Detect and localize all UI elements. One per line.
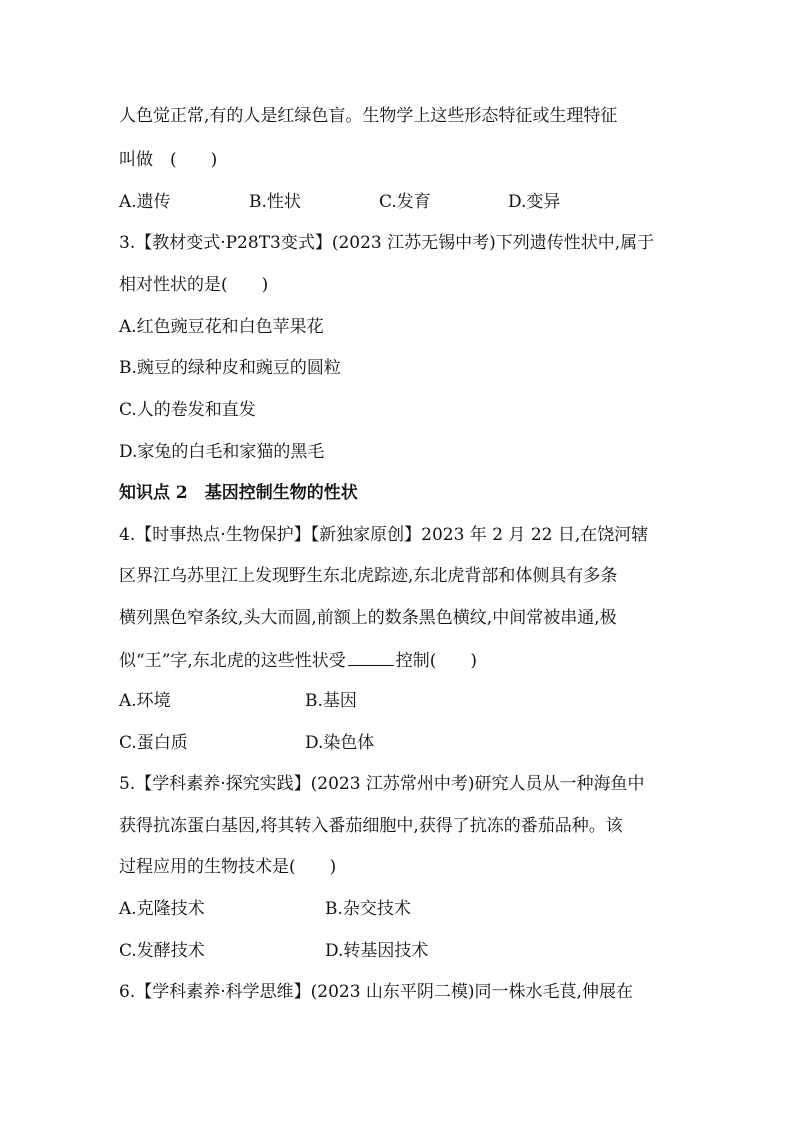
q5-option-b: B.杂交技术 xyxy=(325,899,411,919)
q3-stem-line-2: 相对性状的是( ) xyxy=(119,275,269,295)
q2-option-a: A.遗传 xyxy=(119,192,171,212)
section-heading: 知识点 2 基因控制生物的性状 xyxy=(119,483,358,503)
q2-stem-line-2: 叫做 ( ) xyxy=(119,150,218,170)
q4-option-d: D.染色体 xyxy=(305,733,375,753)
q2-option-c: C.发育 xyxy=(379,192,431,212)
q3-option-c: C.人的卷发和直发 xyxy=(119,400,256,420)
q4-stem-line-1: 4.【时事热点·生物保护】【新独家原创】2023 年 2 月 22 日,在饶河辖 xyxy=(119,525,649,545)
q2-option-d: D.变异 xyxy=(508,192,561,212)
q5-option-c: C.发酵技术 xyxy=(119,941,205,961)
q3-option-b: B.豌豆的绿种皮和豌豆的圆粒 xyxy=(119,358,341,378)
q3-option-a: A.红色豌豆花和白色苹果花 xyxy=(119,317,324,337)
q4-stem-line-2: 区界江乌苏里江上发现野生东北虎踪迹,东北虎背部和体侧具有多条 xyxy=(119,566,618,586)
q5-stem-line-3: 过程应用的生物技术是( ) xyxy=(119,857,337,877)
q4-stem-line-4-start: 似“王”字,东北虎的这些性状受 xyxy=(119,651,346,671)
q3-option-d: D.家兔的白毛和家猫的黑毛 xyxy=(119,442,325,462)
q4-stem-line-4 xyxy=(119,647,477,673)
fill-in-blank xyxy=(348,647,394,666)
q4-option-a: A.环境 xyxy=(119,691,171,711)
q6-stem-line-1: 6.【学科素养·科学思维】(2023 山东平阴二模)同一株水毛茛,伸展在 xyxy=(119,982,633,1002)
q4-option-b: B.基因 xyxy=(305,691,357,711)
q4-option-c: C.蛋白质 xyxy=(119,733,188,753)
q3-stem-line-1: 3.【教材变式·P28T3变式】(2023 江苏无锡中考)下列遗传性状中,属于 xyxy=(119,233,655,253)
q5-option-a: A.克隆技术 xyxy=(119,899,205,919)
q5-option-d: D.转基因技术 xyxy=(325,941,429,961)
q2-stem-line-1: 人色觉正常,有的人是红绿色盲。生物学上这些形态特征或生理特征 xyxy=(119,106,618,126)
q5-stem-line-1: 5.【学科素养·探究实践】(2023 江苏常州中考)研究人员从一种海鱼中 xyxy=(119,774,645,794)
q4-stem-line-3: 横列黑色窄条纹,头大而圆,前额上的数条黑色横纹,中间常被串通,极 xyxy=(119,608,617,628)
q4-stem-line-4-end: 控制( ) xyxy=(395,651,478,671)
q2-option-b: B.性状 xyxy=(249,192,301,212)
q5-stem-line-2: 获得抗冻蛋白基因,将其转入番茄细胞中,获得了抗冻的番茄品种。该 xyxy=(119,816,623,836)
